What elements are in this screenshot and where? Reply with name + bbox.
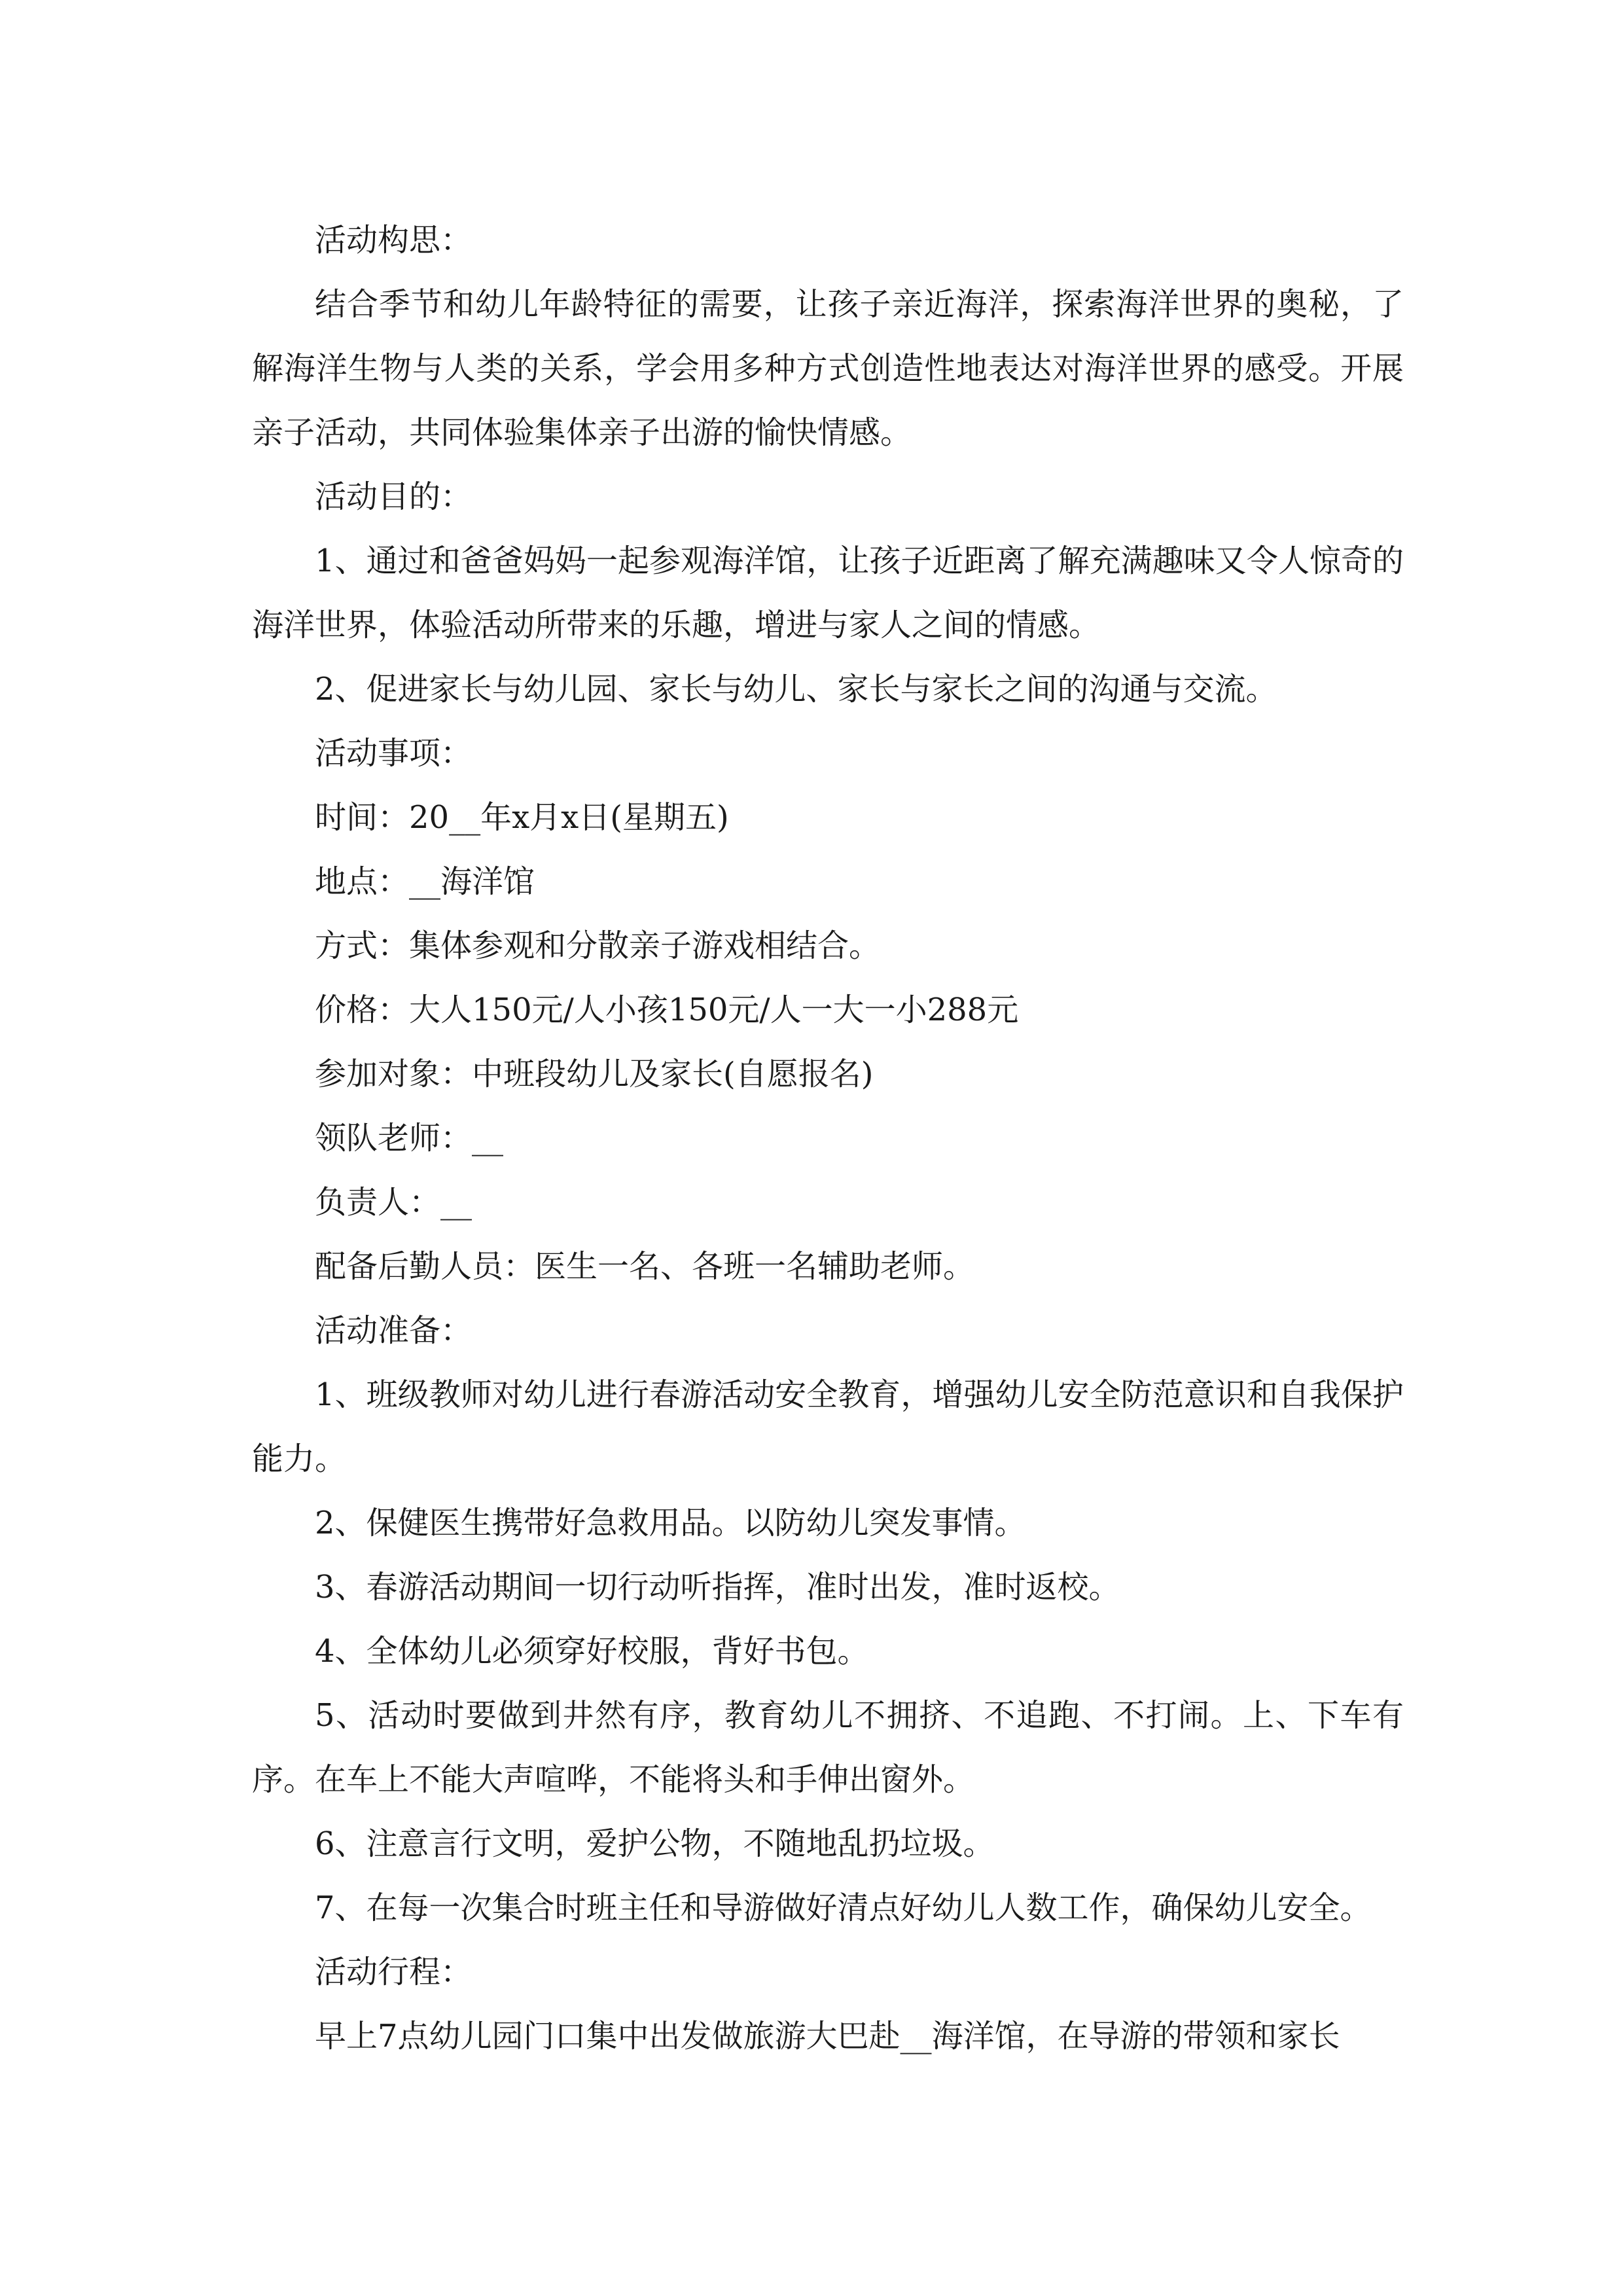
prep-item-1: 1、班级教师对幼儿进行春游活动安全教育，增强幼儿安全防范意识和自我保护能力。	[252, 1376, 1404, 1477]
prep-item-3: 3、春游活动期间一切行动听指挥，准时出发，准时返校。	[315, 1569, 1120, 1605]
detail-person-in-charge: 负责人：__	[315, 1184, 473, 1221]
itinerary-text: 早上7点幼儿园门口集中出发做旅游大巴赴__海洋馆，在导游的带领和家长	[315, 2018, 1340, 2054]
detail-participants: 参加对象：中班段幼儿及家长(自愿报名)	[315, 1056, 874, 1092]
prep-item-2: 2、保健医生携带好急救用品。以防幼儿突发事情。	[315, 1505, 1026, 1541]
document-body	[252, 208, 1404, 2068]
prep-item-4: 4、全体幼儿必须穿好校服，背好书包。	[315, 1633, 869, 1670]
prep-item-7: 7、在每一次集合时班主任和导游做好清点好幼儿人数工作，确保幼儿安全。	[315, 1890, 1372, 1926]
detail-method: 方式：集体参观和分散亲子游戏相结合。	[315, 927, 881, 964]
paragraph-concept-text: 结合季节和幼儿年龄特征的需要，让孩子亲近海洋，探索海洋世界的奥秘，了解海洋生物与人类的关系，学会用多种方式创造性地表达对海洋世界的感受。开展亲子活动，共同体验集体亲子出游的愉快情感。	[252, 286, 1404, 451]
detail-lead-teacher: 领队老师：__	[315, 1120, 504, 1157]
prep-item-5: 5、活动时要做到井然有序，教育幼儿不拥挤、不追跑、不打闹。上、下车有序。在车上不能大声喧哗，不能将头和手伸出窗外。	[252, 1697, 1404, 1798]
heading-activity-goals: 活动目的：	[315, 478, 473, 515]
detail-price: 价格：大人150元/人小孩150元/人一大一小288元	[315, 992, 1019, 1028]
heading-activity-details: 活动事项：	[315, 735, 473, 772]
prep-item-6: 6、注意言行文明，爱护公物，不随地乱扔垃圾。	[315, 1825, 995, 1862]
detail-time: 时间：20__年x月x日(星期五)	[315, 799, 729, 836]
heading-activity-preparation: 活动准备：	[315, 1312, 473, 1349]
goal-item-1: 1、通过和爸爸妈妈一起参观海洋馆，让孩子近距离了解充满趣味又令人惊奇的海洋世界，体验活动所带来的乐趣，增进与家人之间的情感。	[252, 543, 1404, 643]
heading-activity-itinerary: 活动行程：	[315, 1954, 473, 1990]
heading-activity-concept: 活动构思：	[315, 222, 473, 259]
detail-location: 地点：__海洋馆	[315, 863, 535, 900]
detail-support-staff: 配备后勤人员：医生一名、各班一名辅助老师。	[315, 1248, 975, 1285]
goal-item-2: 2、促进家长与幼儿园、家长与幼儿、家长与家长之间的沟通与交流。	[315, 671, 1277, 708]
